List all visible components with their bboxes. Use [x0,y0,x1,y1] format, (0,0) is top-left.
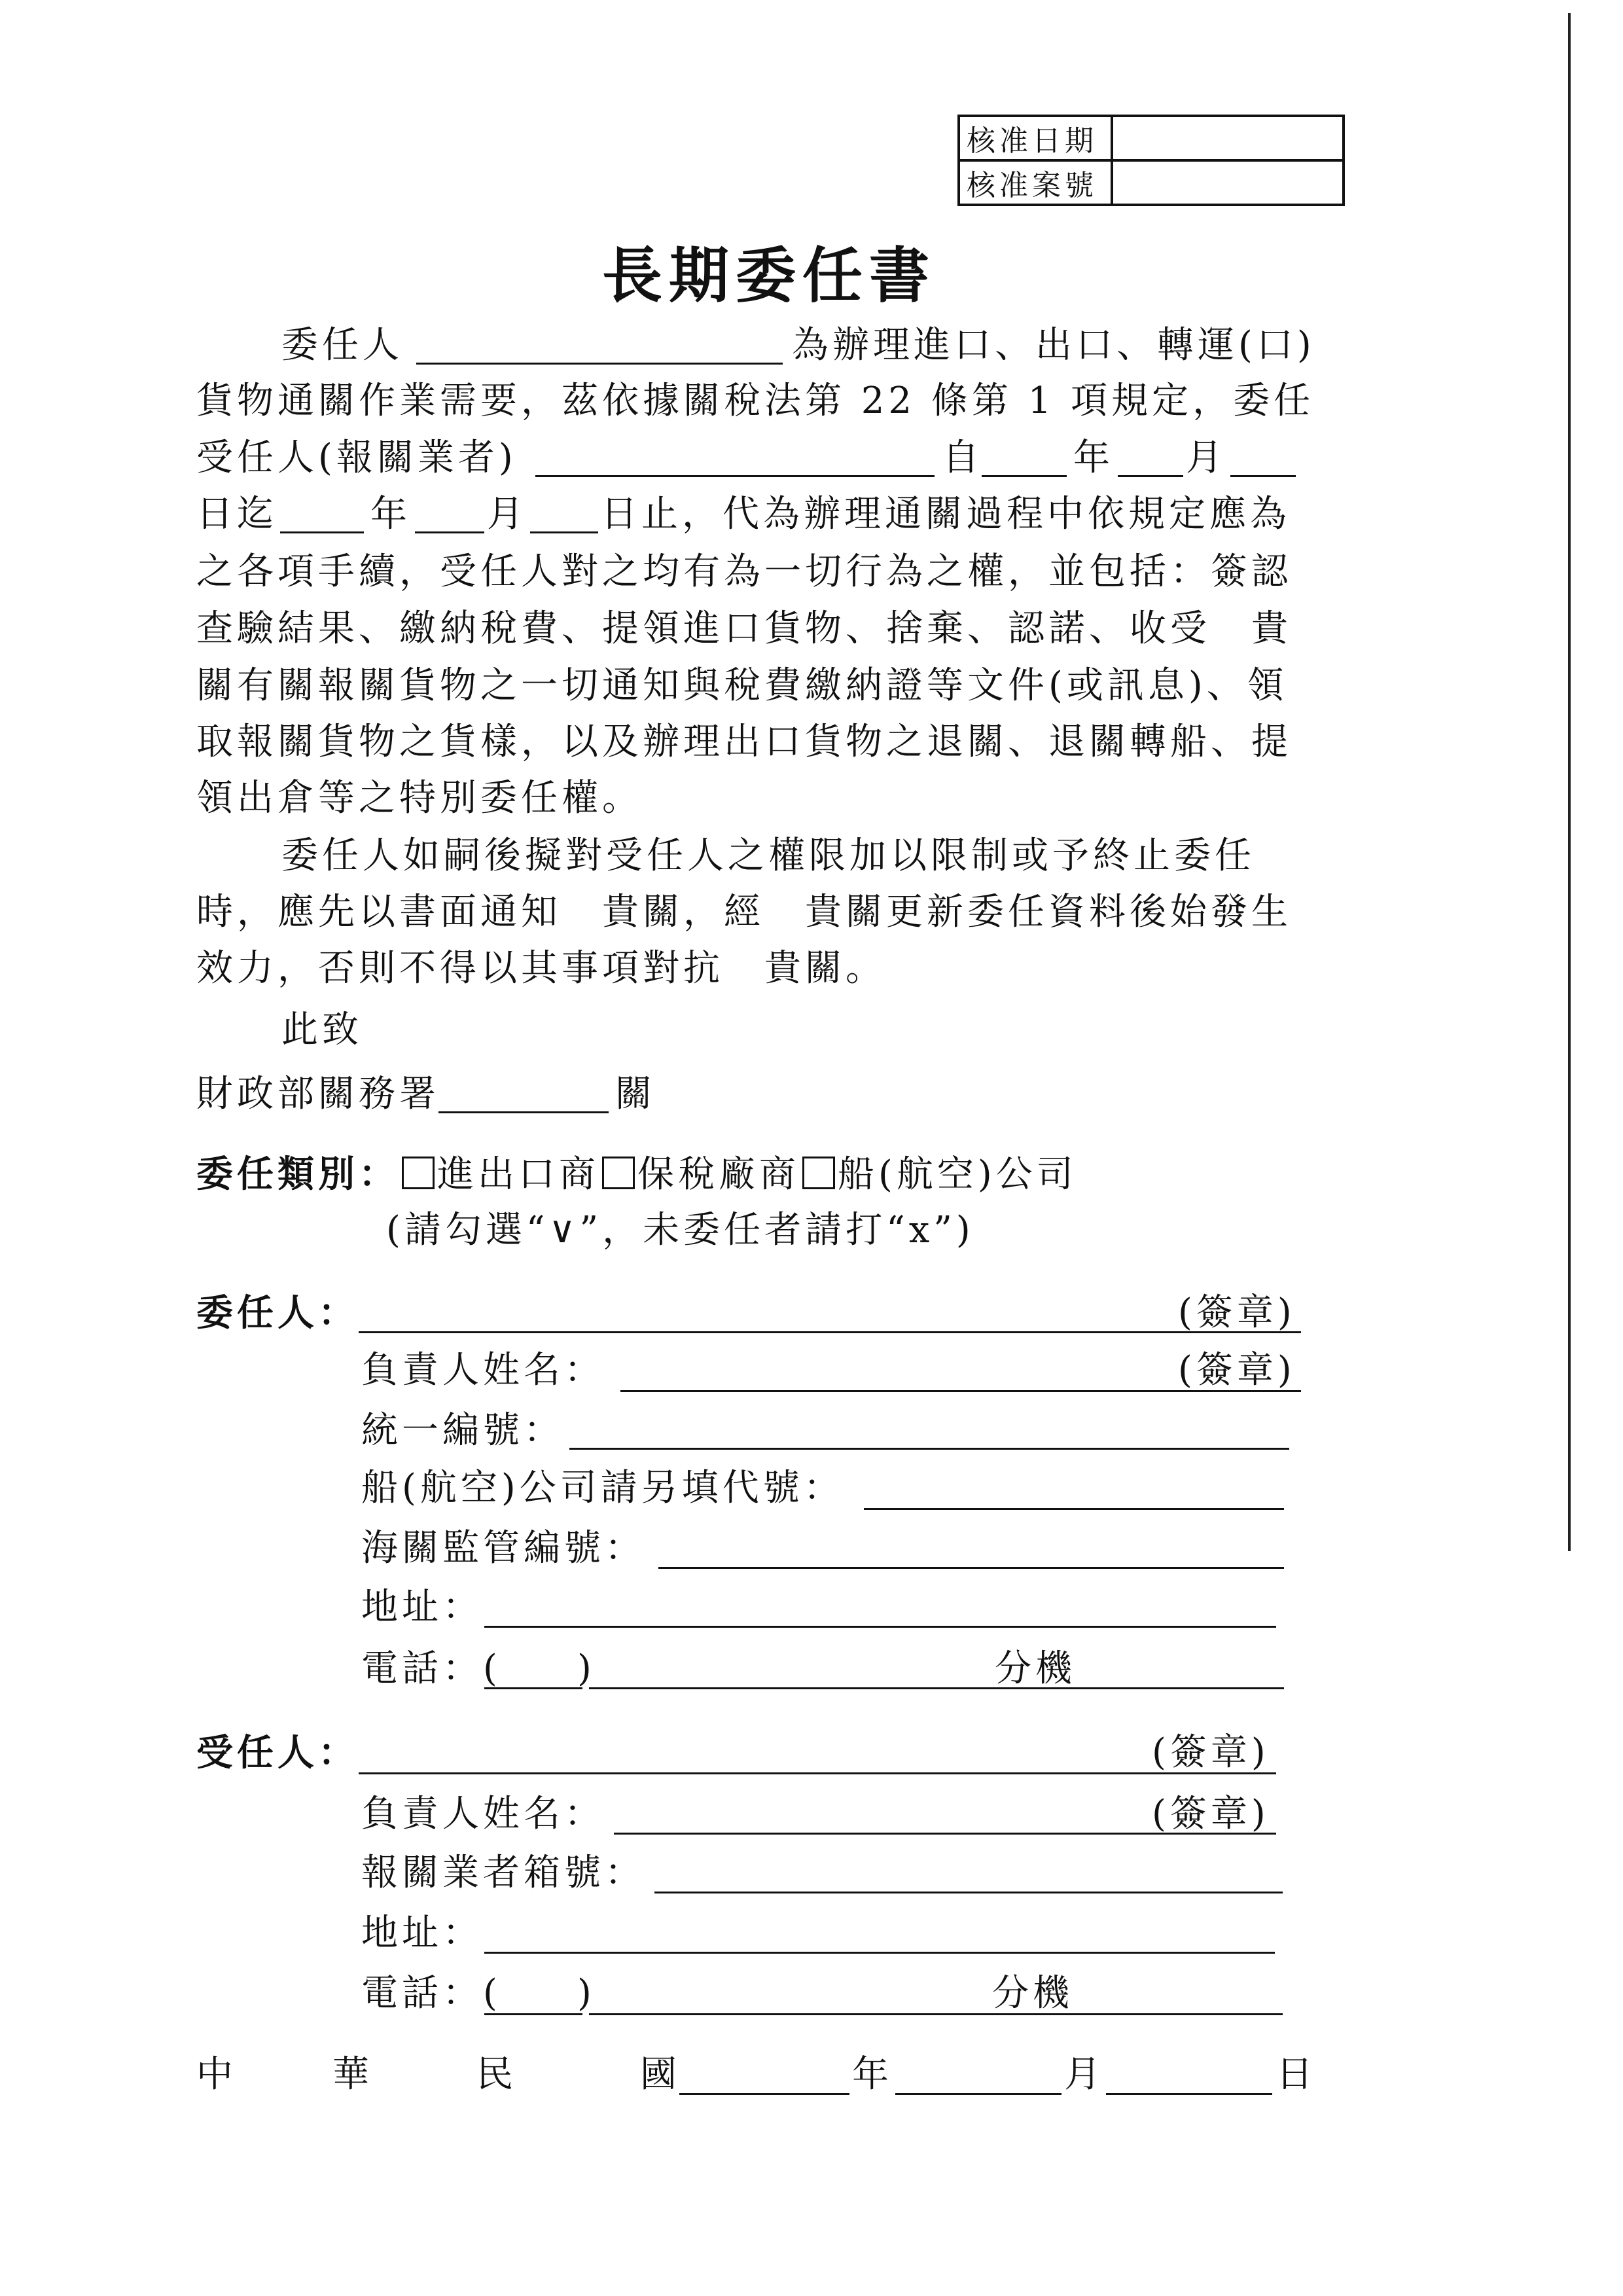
agent-address-line[interactable] [484,1952,1275,1954]
era-char-4: 國 [640,2053,681,2096]
agent-address-label: 地址： [361,1912,483,1954]
principal-carrier-code-line[interactable] [864,1508,1284,1510]
checkbox-importer-exporter[interactable] [402,1157,435,1189]
checkbox-bonded-factory[interactable] [602,1157,635,1189]
principal-phone-line[interactable] [589,1687,1284,1689]
agent-name-line[interactable] [359,1772,1276,1774]
para2-line-1: 委任人如嗣後擬對受任人之權限加以限制或予終止委任 [281,834,1255,877]
approval-case-no-label: 核准案號 [959,160,1112,205]
para2-line-2: 時，應先以書面通知 貴關，經 貴關更新委任資料後始發生 [196,891,1292,933]
agent-box-no-label: 報關業者箱號： [361,1852,645,1894]
para2-line-3: 效力，否則不得以其事項對抗 貴關。 [196,947,886,990]
body-line-4: 日止，代為辦理通關過程中依規定應為 [601,493,1291,535]
approval-date-field[interactable] [1112,116,1344,160]
principal-extension-label: 分機 [995,1647,1076,1690]
body-line-8: 取報關貨物之貨樣，以及辦理出口貨物之退關、退關轉船、提 [196,721,1292,763]
principal-responsible-label: 負責人姓名： [361,1349,605,1391]
start-month-label: 月 [1186,437,1226,479]
agent-extension-label: 分機 [992,1972,1073,2015]
addressee-suffix: 關 [615,1073,656,1115]
agent-name-blank[interactable] [535,475,935,477]
start-day-blank[interactable] [1230,475,1296,477]
agent-responsible-signature: (簽章) [1152,1793,1270,1835]
principal-unified-no-label: 統一編號： [361,1409,564,1452]
sign-year-label: 年 [852,2053,893,2096]
approval-date-label: 核准日期 [959,116,1112,160]
until-label: 日迄 [196,493,277,535]
approval-case-no-field[interactable] [1112,160,1344,205]
principal-address-line[interactable] [484,1626,1276,1628]
principal-name-line[interactable] [359,1331,1301,1333]
principal-signature: (簽章) [1178,1291,1296,1334]
document-title: 長期委任書 [602,240,936,311]
end-month-blank[interactable] [415,531,484,533]
principal-customs-no-line[interactable] [658,1567,1284,1569]
body-line-9: 領出倉等之特別委任權。 [196,777,643,819]
start-month-blank[interactable] [1118,475,1183,477]
agent-section-label: 受任人： [196,1731,359,1774]
principal-intro: 委任人 [281,324,403,367]
salutation: 此致 [281,1009,363,1051]
purpose-text: 為辦理進口、出口、轉運(口) [792,324,1315,367]
principal-customs-no-label: 海關監管編號： [361,1527,645,1570]
era-char-3: 民 [476,2053,517,2096]
end-year-blank[interactable] [280,531,364,533]
agent-label-inline: 受任人(報關業者) [196,437,517,479]
agent-phone-close: ) [577,1972,596,2015]
agent-responsible-label: 負責人姓名： [361,1793,605,1835]
era-char-1: 中 [196,2053,237,2096]
sign-month-blank[interactable] [895,2093,1061,2095]
sign-year-blank[interactable] [679,2093,849,2095]
principal-name-blank[interactable] [416,363,783,365]
body-line-5: 之各項手續，受任人對之均有為一切行為之權，並包括：簽認 [196,550,1292,593]
agent-phone-label: 電話：( [361,1972,501,2015]
principal-phone-area-line[interactable] [484,1687,582,1689]
approval-box [957,115,1345,206]
checkbox-shipping-airline[interactable] [802,1157,835,1189]
option-shipping-airline: 船(航空)公司 [838,1153,1077,1196]
end-month-label: 月 [487,493,527,535]
customs-office-blank[interactable] [438,1111,609,1113]
category-instruction: (請勾選“∨”，未委任者請打“x”) [386,1209,974,1251]
agent-signature: (簽章) [1152,1731,1270,1774]
addressee-label: 財政部關務署 [196,1073,440,1115]
agent-box-no-line[interactable] [654,1892,1283,1893]
principal-carrier-code-label: 船(航空)公司請另填代號： [361,1467,844,1509]
principal-unified-no-line[interactable] [569,1448,1289,1450]
end-year-label: 年 [370,493,411,535]
from-label: 自 [942,437,983,479]
era-char-2: 華 [332,2053,373,2096]
body-line-6: 查驗結果、繳納稅費、提領進口貨物、捨棄、認諾、收受 貴 [196,607,1292,650]
category-label: 委任類別： [196,1153,399,1196]
option-bonded-factory: 保稅廠商 [637,1153,800,1196]
agent-phone-line[interactable] [589,2013,1283,2015]
principal-phone-label: 電話：( [361,1647,501,1690]
principal-phone-close: ) [577,1647,596,1690]
scan-edge-line [1568,13,1571,1551]
body-line-2: 貨物通關作業需要，茲依據關稅法第 22 條第 1 項規定，委任 [196,380,1315,422]
sign-day-label: 日 [1276,2053,1317,2096]
principal-address-label: 地址： [361,1586,483,1628]
sign-day-blank[interactable] [1106,2093,1272,2095]
option-importer-exporter: 進出口商 [437,1153,599,1196]
body-line-7: 關有關報關貨物之一切通知與稅費繳納證等文件(或訊息)、領 [196,664,1288,707]
principal-section-label: 委任人： [196,1291,359,1335]
agent-phone-area-line[interactable] [484,2013,582,2015]
sign-month-label: 月 [1064,2053,1105,2096]
start-year-blank[interactable] [982,475,1067,477]
start-year-label: 年 [1073,437,1114,479]
principal-responsible-signature: (簽章) [1178,1349,1296,1391]
category-row [196,1153,1077,1196]
end-day-blank[interactable] [530,531,598,533]
